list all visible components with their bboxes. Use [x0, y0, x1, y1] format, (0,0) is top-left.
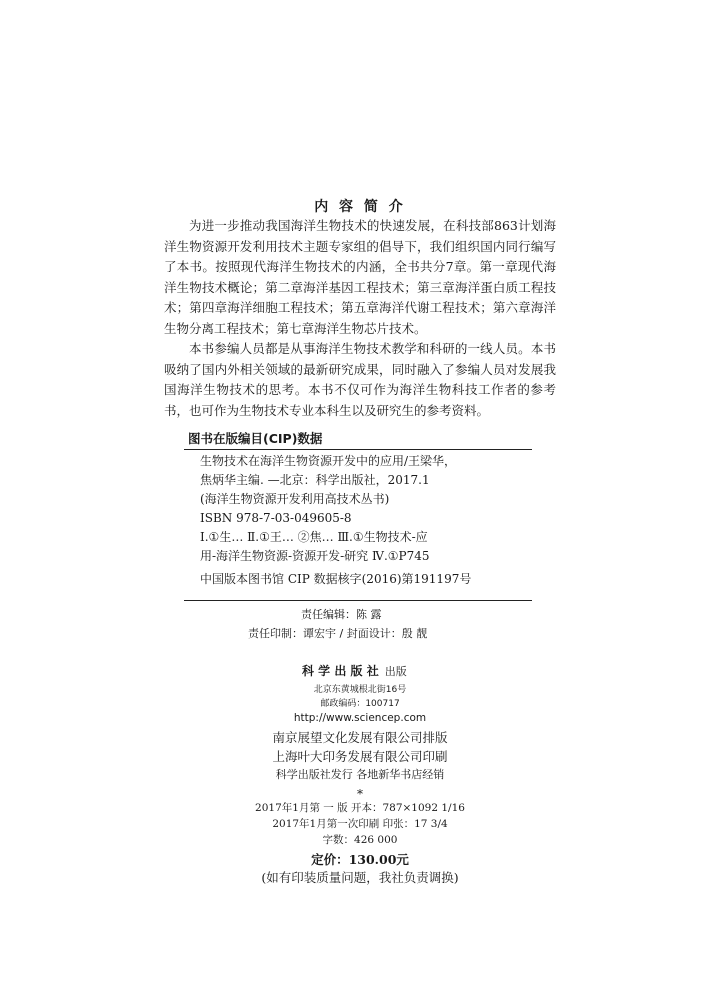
summary-title: 内 容 简 介: [314, 199, 406, 215]
publisher-url: http://www.sciencep.com: [293, 712, 427, 724]
cip-bottom-rule: [184, 600, 532, 601]
printer: 上海叶大印务发展有限公司印刷: [272, 749, 448, 764]
cip-line-2: 焦炳华主编. —北京：科学出版社，2017.1: [200, 473, 430, 487]
typesetter: 南京展望文化发展有限公司排版: [272, 730, 448, 745]
publisher-address: 北京东黄城根北街16号: [313, 685, 407, 695]
summary-paragraph-1: 为进一步推动我国海洋生物技术的快速发展，在科技部863计划海洋生物资源开发利用技术主题专家组的倡导下，我们组织国内同行编写了本书。按照现代海洋生物技术的内涵，全书共分7章。第一章现代海洋生物技术概论；第二章海洋基因工程技术；第三章海洋蛋白质工程技术；第四章海洋细胞工程技术；第五章海洋代谢工程技术；第六章海洋生物分离工程技术；第七章海洋生物芯片技术。: [164, 218, 556, 336]
publisher-name: 科 学 出 版 社: [302, 664, 379, 678]
price: 定价：130.00元: [311, 852, 409, 867]
print-and-cover-credits: 责任印制：谭宏宇 / 封面设计：殷 靓: [248, 627, 428, 640]
cip-line-5: Ⅰ.①生… Ⅱ.①王… ②焦… Ⅲ.①生物技术-应: [200, 530, 428, 544]
cip-line-3: (海洋生物资源开发利用高技术丛书): [200, 492, 390, 506]
cip-isbn: ISBN 978-7-03-049605-8: [200, 511, 352, 525]
cip-classification: [200, 528, 430, 566]
cip-record: [200, 452, 456, 528]
edition-line-1: 2017年1月第 一 版 开本：787×1092 1/16: [255, 802, 465, 814]
edition-line-2: 2017年1月第一次印刷 印张：17 3/4: [272, 818, 448, 830]
cip-library-record: 中国版本图书馆 CIP 数据核字(2016)第191197号: [200, 572, 472, 586]
summary-paragraph-2: 本书参编人员都是从事海洋生物技术教学和科研的一线人员。本书吸纳了国内外相关领域的最新研究成果，同时融入了参编人员对发展我国海洋生物技术的思考。本书不仅可作为海洋生物科技工作者的参考书，也可作为生物技术专业本科生以及研究生的参考资料。: [164, 341, 556, 418]
distribution: 科学出版社发行 各地新华书店经销: [275, 768, 445, 781]
cip-top-rule: [184, 449, 532, 450]
word-count: 字数：426 000: [322, 834, 398, 846]
cip-line-6: 用-海洋生物资源-资源开发-研究 Ⅳ.①P745: [200, 549, 430, 563]
cip-heading: 图书在版编目(CIP)数据: [188, 431, 323, 446]
publisher-postcode: 邮政编码：100717: [320, 699, 400, 709]
publisher-line: [302, 662, 407, 679]
quality-note: (如有印装质量问题，我社负责调换): [261, 870, 459, 885]
cip-line-1: 生物技术在海洋生物资源开发中的应用/王梁华，: [200, 454, 457, 468]
separator-star: *: [357, 787, 363, 801]
responsible-editor: 责任编辑：陈 露: [301, 608, 382, 621]
publisher-suffix: 出版: [384, 665, 407, 678]
